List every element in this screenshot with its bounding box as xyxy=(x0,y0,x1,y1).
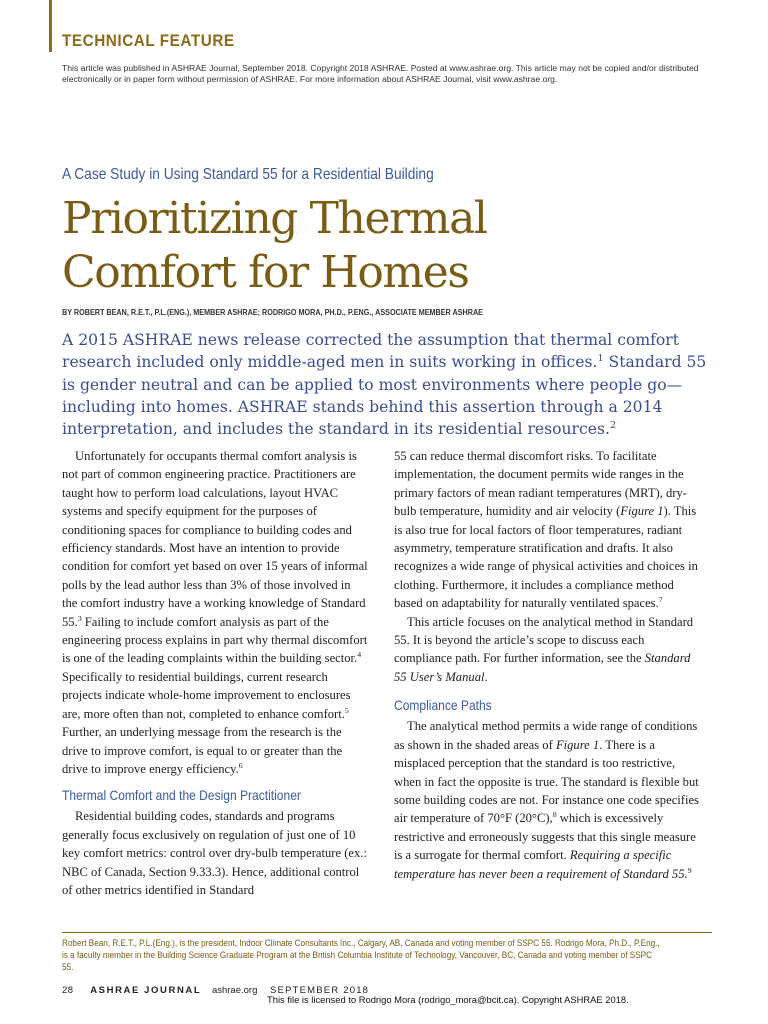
body-paragraph xyxy=(394,447,700,613)
reference-mark: 4 xyxy=(357,650,362,660)
body-paragraph xyxy=(394,717,700,883)
body-paragraph xyxy=(62,447,368,778)
body-text: The analytical method permits a wide range of conditions as shown in the shaded areas of xyxy=(394,719,698,752)
body-text: which is excessively restrictive and erroneously suggests that this single measure is a surrogate for thermal comfort. xyxy=(394,811,696,863)
emphasis-text: Requiring a specific temperature has never been a requirement of Standard 55. xyxy=(394,848,688,881)
article-deck: A Case Study in Using Standard 55 for a Residential Building xyxy=(62,166,434,183)
body-text: . There is a misplaced perception that the standard is too restrictive, when in fact the opposite is true. The standard is flexible but some building codes are not. For instance one code specifies air temperature of 70°F (20°C), xyxy=(394,737,699,826)
page-number: 28 xyxy=(62,985,74,996)
section-heading-design-practitioner: Thermal Comfort and the Design Practitioner xyxy=(62,787,301,804)
body-text: This article focuses on the analytical method in Standard 55. It is beyond the article’s scope to discuss each compliance path. For further information, see the xyxy=(394,614,694,666)
section-label: TECHNICAL FEATURE xyxy=(62,31,235,50)
byline: BY ROBERT BEAN, R.E.T., P.L.(ENG.), MEMBER ASHRAE; RODRIGO MORA, PH.D., P.ENG., ASSOCIATE MEMBER ASHRAE xyxy=(62,307,483,317)
title-line-1: Prioritizing Thermal xyxy=(62,193,487,244)
lede-text-2: Standard 55 is gender neutral and can be applied to most environments where people go—including into homes. ASHRAE stands behind this assertion through a 2014 interpretation, and includes the standard in its residential resources. xyxy=(62,353,707,439)
footnote-divider xyxy=(62,932,712,933)
reference-mark: 9 xyxy=(687,865,692,875)
lede-ref-1: 1 xyxy=(597,353,604,365)
body-paragraph: Residential building codes, standards and programs generally focus exclusively on regulation of just one of 10 key comfort metrics: control over dry-bulb temperature (ex.: NBC of Canada, Section 9.33.3). Hence, additional control of other metrics identified in Standard xyxy=(62,809,367,897)
manual-title: Standard 55 User’s Manual xyxy=(394,651,691,684)
lede-paragraph xyxy=(62,329,712,440)
title-line-2: Comfort for Homes xyxy=(62,247,469,298)
reference-mark: 5 xyxy=(344,705,349,715)
reference-mark: 6 xyxy=(238,760,243,770)
left-column xyxy=(62,447,368,899)
issue-date: SEPTEMBER 2018 xyxy=(270,985,370,996)
license-notice: This file is licensed to Rodrigo Mora (rodrigo_mora@bcit.ca). Copyright ASHRAE 2018. xyxy=(267,994,629,1005)
lede-ref-2: 2 xyxy=(609,420,617,431)
body-paragraph xyxy=(394,613,700,687)
section-rule xyxy=(49,0,52,52)
journal-name: ASHRAE JOURNAL xyxy=(90,985,202,996)
body-text: Unfortunately for occupants thermal comfort analysis is not part of common engineering practice. Practitioners are taught how to perform load calculations, layout HVAC systems and specify equipment for the purposes of conditioning spaces for compliance to building codes and efficiency standards. Most have an intention to provide condition for comfort yet based on over 15 years of informal polls by the lead author less than 3% of those involved in the comfort industry have a working knowledge of Standard 55. xyxy=(62,449,368,629)
reference-mark: 7 xyxy=(658,595,663,605)
author-note: Robert Bean, R.E.T., P.L.(Eng.), is the president, Indoor Climate Consultants Inc., Calgary, AB, Canada and voting member of SSPC 55. Rodrigo Mora, Ph.D., P.Eng., is a faculty member in the Building Science Graduate Program at the British Columbia Institute of Technology, Vancouver, BC, Canada and voting member of SSPC 55. xyxy=(62,938,660,972)
body-text: Specifically to residential buildings, current research projects indicate whole-home improvement to enclosures are, more often than not, completed to enhance comfort. xyxy=(62,669,351,721)
body-text: Failing to include comfort analysis as part of the engineering process explains in part why thermal discomfort is one of the leading complaints within the building sector. xyxy=(62,614,368,666)
journal-site: ashrae.org xyxy=(211,985,258,996)
reference-mark: 8 xyxy=(552,810,557,820)
body-text: ). This is also true for local factors of floor temperatures, radiant asymmetry, temperature stratification and drafts. It also recognizes a wide range of physical activities and choices in clothing. Furthermore, it includes a compliance method based on adaptability for naturally ventilated spaces. xyxy=(394,504,698,611)
lede-text-1: A 2015 ASHRAE news release corrected the assumption that thermal comfort research included only middle-aged men in suits working in offices. xyxy=(62,331,680,372)
figure-reference: Figure 1 xyxy=(620,504,664,519)
body-text: 55 can reduce thermal discomfort risks. To facilitate implementation, the document permits wide ranges in the primary factors of mean radiant temperatures (MRT), dry-bulb temperature, humidity and air velocity ( xyxy=(394,449,687,519)
right-column xyxy=(394,447,700,883)
body-text: Further, an underlying message from the research is the drive to improve comfort, is equal to or greater than the drive to improve energy efficiency. xyxy=(62,725,343,776)
figure-reference: Figure 1 xyxy=(555,737,600,752)
reference-mark: 3 xyxy=(77,613,82,623)
body-text: . xyxy=(484,669,488,684)
article-title xyxy=(62,192,702,300)
copyright-notice: This article was published in ASHRAE Journal, September 2018. Copyright 2018 ASHRAE. Posted at www.ashrae.org. This article may not be copied and/or distributed electronically or in paper form without permission of ASHRAE. For more information about ASHRAE Journal, visit www.ashrae.org. xyxy=(62,63,699,84)
section-heading-compliance-paths: Compliance Paths xyxy=(394,697,492,714)
